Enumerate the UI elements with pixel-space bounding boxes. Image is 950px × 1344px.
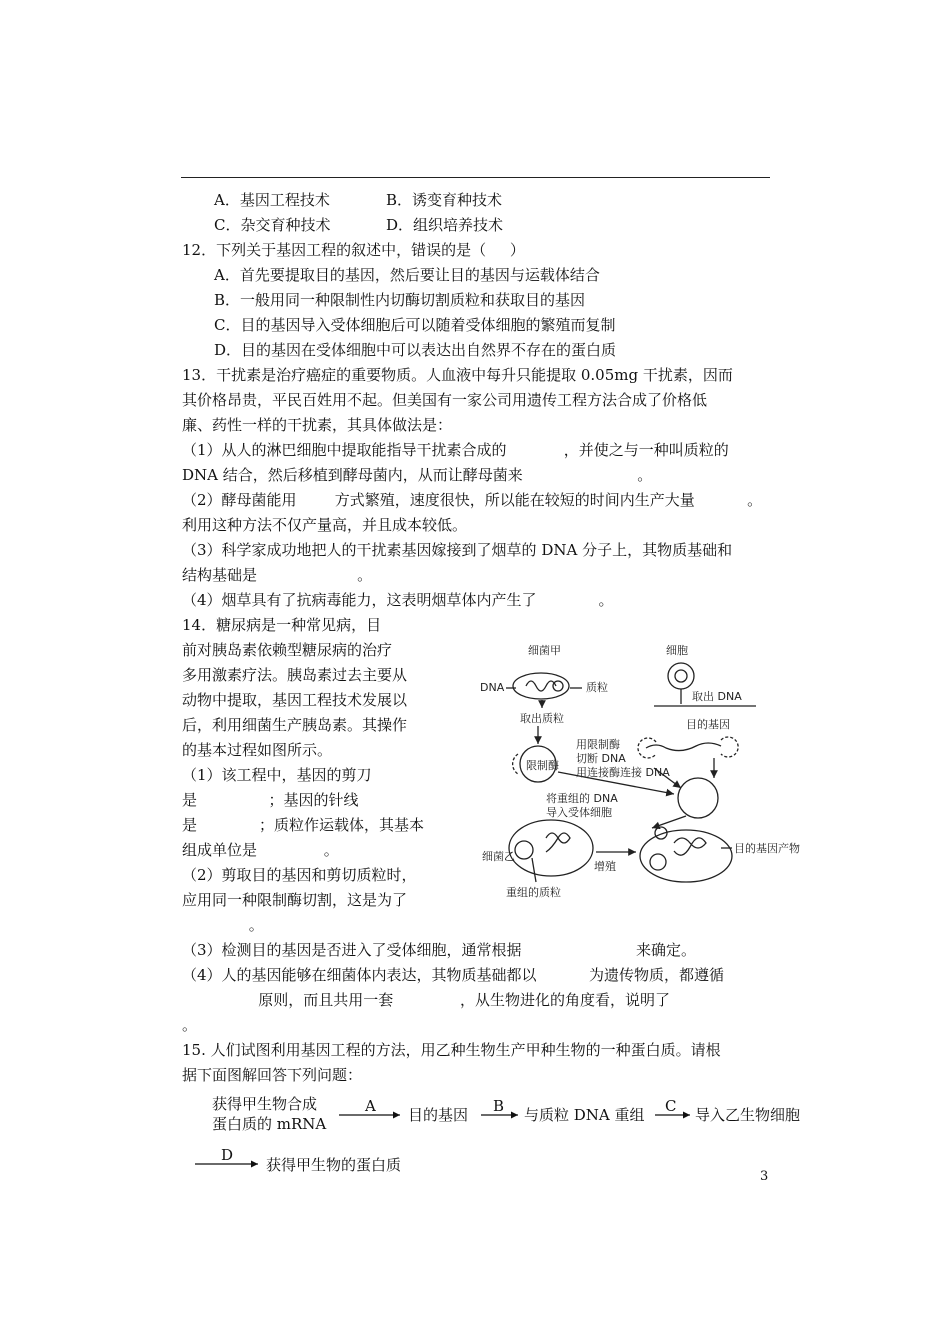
q14-line-2: 前对胰岛素依赖型糖尿病的治疗: [182, 641, 393, 659]
q13-line-8: （3）科学家成功地把人的干扰素基因嫁接到了烟草的 DNA 分子上，其物质基础和: [182, 541, 733, 559]
flow-label-c: C: [665, 1097, 677, 1115]
q15-line-2: 据下面图解回答下列问题：: [182, 1066, 363, 1084]
label-bacterium-a: 细菌甲: [528, 644, 561, 657]
q14-line-16: 原则，而且共用一套 ，从生物进化的角度看，说明了: [182, 991, 671, 1009]
q14-line-9: 是 ；质粒作运载体，其基本: [182, 816, 424, 834]
flow-step-3: 与质粒 DNA 重组: [524, 1106, 645, 1124]
label-recomb-plasmid: 重组的质粒: [506, 886, 561, 899]
q13-line-5: DNA 结合，然后移植到酵母菌内，从而让酵母菌来 。: [182, 466, 653, 484]
page-number: 3: [760, 1169, 769, 1184]
q13-line-2: 其价格昂贵，平民百姓用不起。但美国有一家公司用遗传工程方法合成了价格低: [182, 391, 708, 409]
q13-line-6: （2）酵母菌能用 方式繁殖，速度很快，所以能在较短的时间内生产大量 。: [182, 491, 763, 509]
q14-line-10: 组成单位是 。: [182, 841, 339, 859]
flow-step-5: 获得甲生物的蛋白质: [266, 1156, 402, 1174]
q13-line-4: （1）从人的淋巴细胞中提取能指导干扰素合成的 ，并使之与一种叫质粒的: [182, 441, 729, 459]
label-target-gene: 目的基因: [686, 718, 730, 731]
q14-line-4: 动物中提取，基因工程技术发展以: [182, 691, 408, 709]
label-proliferate: 增殖: [594, 860, 616, 873]
label-cell: 细胞: [666, 644, 688, 657]
flow-step-4: 导入乙生物细胞: [695, 1106, 801, 1124]
flow-step-1b: 蛋白质的 mRNA: [212, 1115, 327, 1133]
label-take-plasmid: 取出质粒: [520, 712, 564, 725]
q11-option-d: D．组织培养技术: [386, 216, 504, 234]
label-dna: DNA: [480, 681, 505, 694]
q12-option-c: C．目的基因导入受体细胞后可以随着受体细胞的繁殖而复制: [214, 316, 616, 334]
label-bacterium-b: 细菌乙: [482, 850, 515, 863]
label-cut-1: 用限制酶: [576, 738, 620, 751]
flow-step-2: 目的基因: [408, 1106, 469, 1124]
q14-line-6: 的基本过程如图所示。: [182, 741, 333, 759]
q13-line-7: 利用这种方法不仅产量高，并且成本较低。: [182, 516, 468, 534]
q14-line-11: （2）剪取目的基因和剪切质粒时，: [182, 866, 417, 884]
q14-line-17: 。: [182, 1016, 198, 1034]
label-recomb-2: 导入受体细胞: [546, 806, 612, 819]
q14-line-7: （1）该工程中，基因的剪刀: [182, 766, 372, 784]
q12-stem: 12．下列关于基因工程的叙述中，错误的是（ ）: [182, 241, 525, 259]
q14-line-5: 后，利用细菌生产胰岛素。其操作: [182, 716, 408, 734]
q13-line-10: （4）烟草具有了抗病毒能力，这表明烟草体内产生了 。: [182, 591, 614, 609]
label-cut-2: 切断 DNA: [576, 752, 626, 765]
label-restriction: 限制酶: [526, 759, 559, 772]
q11-option-a: A．基因工程技术: [214, 191, 330, 209]
label-recomb-1: 将重组的 DNA: [546, 792, 618, 805]
q14-line-8: 是 ；基因的针线: [182, 791, 359, 809]
q11-option-c: C．杂交育种技术: [214, 216, 331, 234]
q14-line-13: 。: [182, 916, 264, 934]
flow-label-b: B: [493, 1097, 505, 1115]
q13-line-3: 廉、药性一样的干扰素，其具体做法是：: [182, 416, 453, 434]
flow-step-1a: 获得甲生物合成: [212, 1095, 318, 1113]
flow-label-a: A: [365, 1097, 376, 1115]
q14-line-15: （4）人的基因能够在细菌体内表达，其物质基础都以 为遗传物质，都遵循: [182, 966, 724, 984]
q12-option-a: A．首先要提取目的基因，然后要让目的基因与运载体结合: [214, 266, 600, 284]
q13-line-1: 13．干扰素是治疗癌症的重要物质。人血液中每升只能提取 0.05mg 干扰素，因而: [182, 366, 733, 384]
q15-line-1: 15. 人们试图利用基因工程的方法，用乙种生物生产甲种生物的一种蛋白质。请根: [182, 1041, 721, 1059]
label-take-dna: 取出 DNA: [692, 690, 742, 703]
q14-line-1: 14．糖尿病是一种常见病，目: [182, 616, 382, 634]
q14-line-12: 应用同一种限制酶切割，这是为了: [182, 891, 408, 909]
label-cut-3: 用连接酶连接 DNA: [576, 766, 670, 779]
q14-line-3: 多用激素疗法。胰岛素过去主要从: [182, 666, 408, 684]
q12-option-b: B．一般用同一种限制性内切酶切割质粒和获取目的基因: [214, 291, 586, 309]
label-plasmid: 质粒: [586, 681, 608, 694]
q11-option-b: B．诱变育种技术: [386, 191, 503, 209]
label-product: 目的基因产物: [734, 842, 800, 855]
q13-line-9: 结构基础是 。: [182, 566, 373, 584]
q14-line-14: （3）检测目的基因是否进入了受体细胞，通常根据 来确定。: [182, 941, 696, 959]
q12-option-d: D．目的基因在受体细胞中可以表达出自然界不存在的蛋白质: [214, 341, 617, 359]
flow-label-d: D: [221, 1146, 234, 1164]
